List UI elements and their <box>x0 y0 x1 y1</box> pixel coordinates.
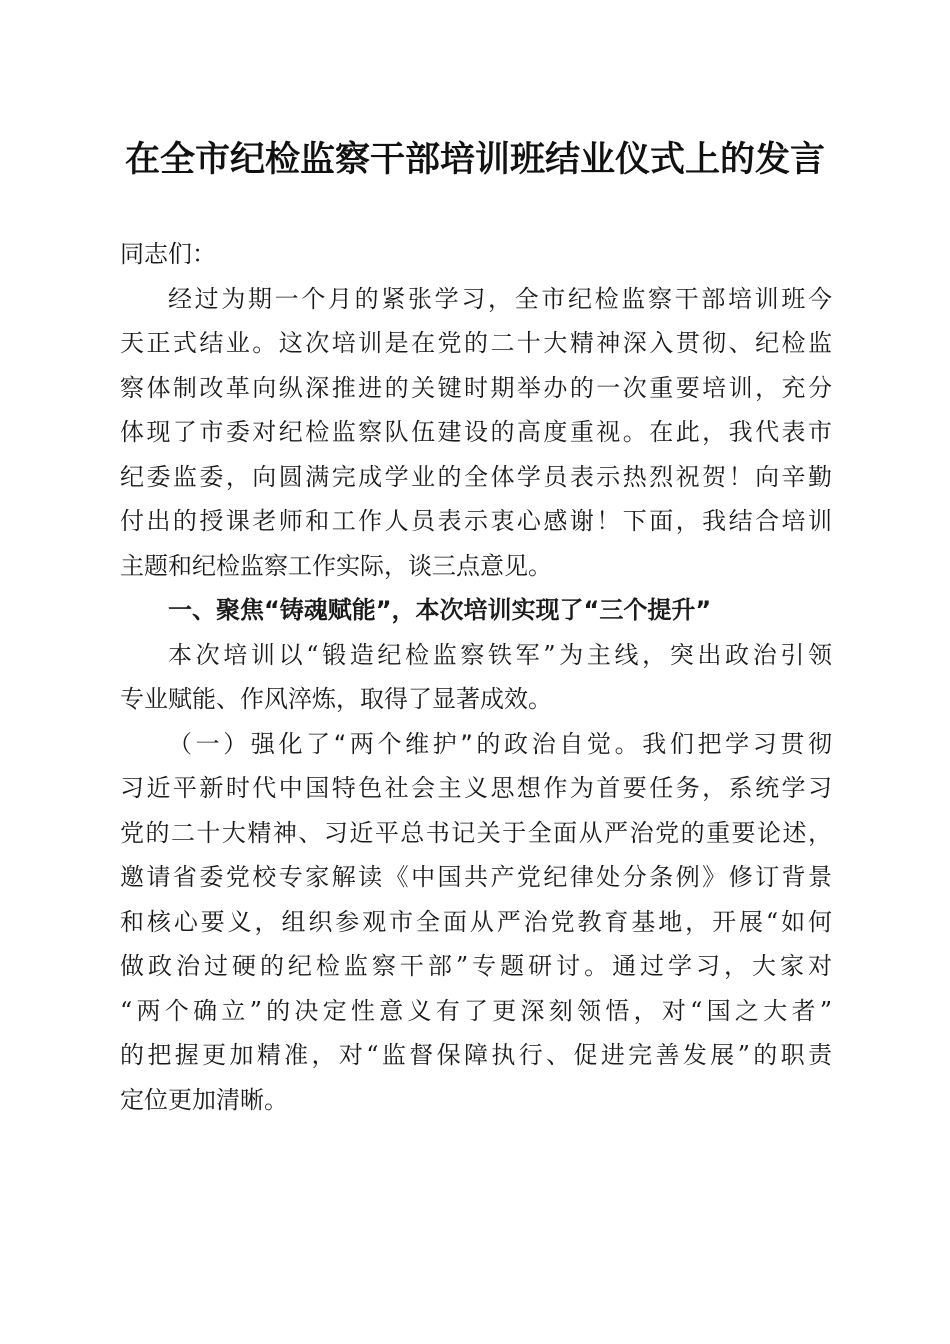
subsection-paragraph <box>120 722 832 1123</box>
section-heading: 一、聚焦“铸魂赋能”，本次培训实现了“三个提升” <box>168 596 712 624</box>
subsection-first-line-text: 我们把学习贯彻 <box>642 729 832 758</box>
paragraph-line: 专业赋能、作风淬炼，取得了显著成效。 <box>120 685 552 713</box>
salutation: 同志们： <box>120 240 216 268</box>
opening-paragraph <box>120 277 832 589</box>
paragraph-line: 本次培训以“锻造纪检监察铁军”为主线，突出政治引领 <box>168 640 832 669</box>
document-title: 在全市纪检监察干部培训班结业仪式上的发言 <box>124 139 825 180</box>
paragraph-line: 经过为期一个月的紧张学习，全市纪检监察干部培训班今 <box>168 284 832 313</box>
paragraph-line: 做政治过硬的纪检监察干部”专题研讨。通过学习，大家对 <box>120 952 832 980</box>
paragraph-line: 察体制改革向纵深推进的关键时期举办的一次重要培训，充分 <box>120 373 832 402</box>
paragraph-line: 定位更加清晰。 <box>120 1085 288 1114</box>
subsection-heading: （一）强化了“两个维护”的政治自觉。 <box>168 729 643 758</box>
paragraph-line: 党的二十大精神、习近平总书记关于全面从严治党的重要论述， <box>120 818 832 847</box>
paragraph-line: 天正式结业。这次培训是在党的二十大精神深入贯彻、纪检监 <box>120 329 832 357</box>
subsection-first-line <box>120 722 832 767</box>
paragraph-line: “两个确立”的决定性意义有了更深刻领悟，对“国之大者” <box>120 996 832 1025</box>
paragraph-line: 纪委监委，向圆满完成学业的全体学员表示热烈祝贺！向辛勤 <box>120 462 832 491</box>
paragraph-line: 习近平新时代中国特色社会主义思想作为首要任务，系统学习 <box>120 774 832 802</box>
paragraph-line: 邀请省委党校专家解读《中国共产党纪律处分条例》修订背景 <box>120 863 832 891</box>
paragraph-line: 主题和纪检监察工作实际，谈三点意见。 <box>120 551 552 580</box>
paragraph-line: 体现了市委对纪检监察队伍建设的高度重视。在此，我代表市 <box>120 418 832 446</box>
document-body <box>120 232 832 1122</box>
paragraph-line: 付出的授课老师和工作人员表示衷心感谢！下面，我结合培训 <box>120 507 832 535</box>
paragraph-line: 和核心要义，组织参观市全面从严治党教育基地，开展“如何 <box>120 907 832 936</box>
section-intro-paragraph <box>120 633 832 722</box>
paragraph-line: 的把握更加精准，对“监督保障执行、促进完善发展”的职责 <box>120 1041 832 1069</box>
